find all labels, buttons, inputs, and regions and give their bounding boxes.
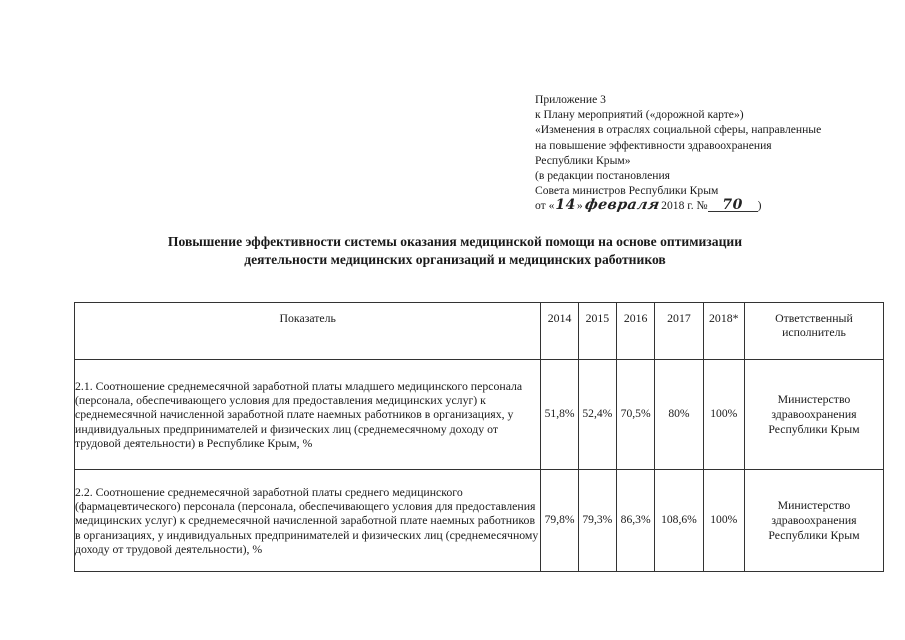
row-value-2015: 79,3%: [578, 470, 616, 572]
resolution-date-line: [535, 198, 885, 213]
row-value-2017: 108,6%: [655, 470, 703, 572]
title-line-2: деятельности медицинских организаций и медицинских работников: [244, 252, 666, 267]
title-line-1: Повышение эффективности системы оказания медицинской помощи на основе оптимизации: [167, 234, 743, 249]
row-value-2014: 79,8%: [541, 470, 578, 572]
row-value-2016: 86,3%: [617, 470, 655, 572]
header-2015: 2015: [578, 303, 616, 360]
appendix-line: Совета министров Республики Крым: [535, 184, 719, 198]
date-year: 2018 г. №: [661, 199, 708, 213]
appendix-line: на повышение эффективности здравоохранения: [535, 138, 772, 152]
table-row: [75, 470, 884, 572]
header-2014: 2014: [541, 303, 578, 360]
handwritten-doc-number: 70: [708, 199, 758, 212]
row-value-2016: 70,5%: [617, 360, 655, 470]
header-responsible: Ответственный исполнитель: [744, 303, 883, 360]
header-2017: 2017: [655, 303, 703, 360]
row-indicator: 2.2. Соотношение среднемесячной заработной платы среднего медицинского (фармацевтического) персонала (персонала, обеспечивающего условия для предоставления медицинских услуг) к среднемесячной начисленной заработной плате наемных работников в организациях, у индивидуальных предпринимателей и физических лиц (среднемесячному доходу от трудовой деятельности), %: [75, 470, 541, 572]
row-indicator: 2.1. Соотношение среднемесячной заработной платы младшего медицинского персонала (персонала, обеспечивающего условия для предоставления медицинских услуг) к среднемесячной начисленной заработной плате наемных работников в организациях, у индивидуальных предпринимателей и физических лиц (среднемесячному доходу от трудовой деятельности) в Республике Крым, %: [75, 360, 541, 470]
header-2018: 2018*: [703, 303, 744, 360]
header-2016: 2016: [617, 303, 655, 360]
date-prefix: от «: [535, 199, 555, 213]
appendix-line: (в редакции постановления: [535, 169, 670, 183]
date-suffix: ): [757, 199, 762, 213]
row-value-2015: 52,4%: [578, 360, 616, 470]
table-row: [75, 360, 884, 470]
appendix-block: [535, 92, 885, 214]
document-title: [70, 233, 840, 269]
appendix-line: Республики Крым»: [535, 153, 631, 167]
row-value-2018: 100%: [703, 470, 744, 572]
appendix-line: к Плану мероприятий («дорожной карте»): [535, 108, 744, 122]
row-value-2014: 51,8%: [541, 360, 578, 470]
header-indicator: Показатель: [75, 303, 541, 360]
appendix-line: «Изменения в отраслях социальной сферы, направленные: [535, 123, 822, 137]
row-responsible: Министерство здравоохранения Республики Крым: [744, 470, 883, 572]
row-value-2018: 100%: [703, 360, 744, 470]
date-quote-close: »: [576, 199, 583, 213]
handwritten-day: 14: [555, 197, 576, 214]
handwritten-month: февраля: [583, 197, 661, 214]
table-header-row: [75, 303, 884, 360]
row-responsible: Министерство здравоохранения Республики Крым: [744, 360, 883, 470]
indicators-table: [74, 302, 884, 572]
appendix-line: Приложение 3: [535, 93, 606, 106]
row-value-2017: 80%: [655, 360, 703, 470]
